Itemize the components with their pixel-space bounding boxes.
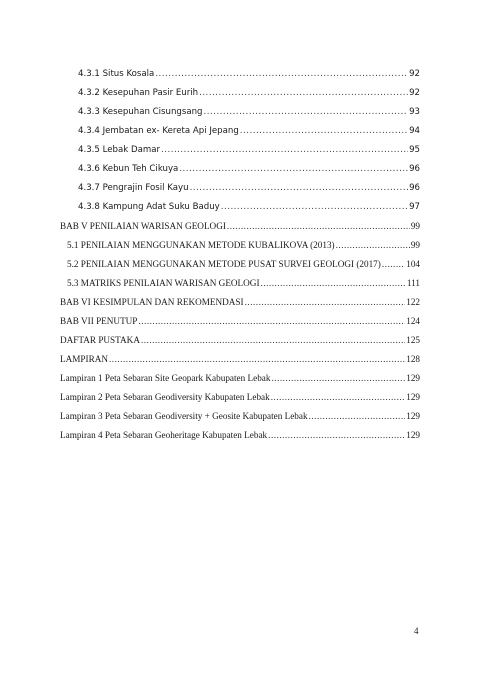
toc-entry-page: 96 [409, 164, 420, 174]
toc-entry[interactable] [78, 85, 420, 101]
toc-dot-leader [179, 161, 408, 177]
toc-dot-leader [199, 85, 408, 101]
toc-entry-page: 97 [409, 202, 420, 212]
toc-section-entry[interactable] [67, 256, 420, 272]
toc-dot-leader [109, 351, 405, 367]
toc-dot-leader [227, 218, 410, 234]
toc-entry-page: 92 [409, 88, 420, 98]
toc-entry-label: Lampiran 3 Peta Sebaran Geodiversity + Geosite Kabupaten Lebak [60, 411, 308, 421]
toc-entry-page: 96 [409, 183, 420, 193]
toc-appendix-entry[interactable] [60, 370, 420, 386]
toc-dot-leader [268, 427, 405, 443]
toc-entry-label: 4.3.4 Jembatan ex- Kereta Api Jepang [78, 126, 239, 136]
toc-dot-leader [309, 408, 406, 424]
toc-dot-leader [141, 332, 405, 348]
toc-dot-leader [382, 256, 405, 272]
toc-dot-leader [138, 313, 405, 329]
toc-entry-page: 129 [406, 392, 420, 402]
toc-entry-label: LAMPIRAN [60, 354, 108, 364]
toc-appendix-entry[interactable] [60, 408, 420, 424]
toc-appendix-entry[interactable] [60, 427, 420, 443]
toc-entry-label: 5.2 PENILAIAN MENGGUNAKAN METODE PUSAT SURVEI GEOLOGI (2017) [67, 259, 381, 269]
toc-dot-leader [261, 275, 406, 291]
toc-entry-page: 95 [409, 145, 420, 155]
toc-entry[interactable] [78, 104, 420, 120]
toc-entry-label: BAB VII PENUTUP [60, 316, 138, 326]
toc-chapter-entry[interactable] [60, 351, 420, 367]
toc-entry-label: 4.3.6 Kebun Teh Cikuya [78, 164, 179, 174]
toc-entry-page: 94 [409, 126, 420, 136]
toc-entry[interactable] [78, 66, 420, 82]
toc-entry-label: Lampiran 1 Peta Sebaran Site Geopark Kabupaten Lebak [60, 373, 271, 383]
toc-entry-page: 129 [406, 411, 420, 421]
toc-section-entry[interactable] [67, 275, 420, 291]
toc-entry-label: DAFTAR PUSTAKA [60, 335, 140, 345]
toc-entry-label: BAB VI KESIMPULAN DAN REKOMENDASI [60, 297, 244, 307]
toc-entry[interactable] [78, 199, 420, 215]
toc-entry-page: 92 [409, 69, 420, 79]
toc-dot-leader [245, 294, 406, 310]
toc-section-entry[interactable] [67, 237, 420, 253]
toc-chapter-entry[interactable] [60, 294, 420, 310]
toc-entry-label: 4.3.7 Pengrajin Fosil Kayu [78, 183, 189, 193]
toc-entry-page: 129 [406, 373, 420, 383]
toc-entry[interactable] [78, 123, 420, 139]
page-number: 4 [414, 626, 419, 636]
toc-entry-label: 4.3.5 Lebak Damar [78, 145, 161, 155]
toc-chapter-entry[interactable] [60, 313, 420, 329]
toc-dot-leader [271, 389, 406, 405]
toc-entry-label: Lampiran 4 Peta Sebaran Geoheritage Kabupaten Lebak [60, 430, 268, 440]
toc-dot-leader [221, 199, 408, 215]
toc-entry-label: Lampiran 2 Peta Sebaran Geodiversity Kabupaten Lebak [60, 392, 270, 402]
toc-entry-label: 4.3.2 Kesepuhan Pasir Eurih [78, 88, 199, 98]
toc-appendix-entry[interactable] [60, 389, 420, 405]
toc-entry-page: 129 [406, 430, 420, 440]
toc-entry-label: BAB V PENILAIAN WARISAN GEOLOGI [60, 221, 226, 231]
toc-dot-leader [204, 104, 409, 120]
toc-entry-page: 111 [406, 278, 420, 288]
toc-entry-page: 128 [406, 354, 420, 364]
toc-entry-page: 93 [409, 107, 420, 117]
toc-dot-leader [190, 180, 408, 196]
toc-chapter-entry[interactable] [60, 218, 420, 234]
toc-entry[interactable] [78, 161, 420, 177]
toc-chapter-entry[interactable] [60, 332, 420, 348]
toc-entry-label: 4.3.1 Situs Kosala [78, 69, 155, 79]
toc-entry[interactable] [78, 180, 420, 196]
toc-entry-page: 99 [410, 240, 420, 250]
toc-entry-page: 104 [406, 259, 420, 269]
toc-entry-label: 5.3 MATRIKS PENILAIAN WARISAN GEOLOGI [67, 278, 260, 288]
toc-entry-label: 5.1 PENILAIAN MENGGUNAKAN METODE KUBALIKOVA (2013) [67, 240, 335, 250]
toc-dot-leader [336, 237, 410, 253]
toc-entry-label: 4.3.3 Kesepuhan Cisungsang [78, 107, 203, 117]
toc-dot-leader [271, 370, 405, 386]
toc-entry[interactable] [78, 142, 420, 158]
toc-entry-page: 125 [406, 335, 420, 345]
toc-entry-page: 124 [406, 316, 420, 326]
toc-dot-leader [155, 66, 408, 82]
toc-entry-page: 99 [410, 221, 420, 231]
toc-entry-label: 4.3.8 Kampung Adat Suku Baduy [78, 202, 220, 212]
toc-entry-page: 122 [406, 297, 420, 307]
toc-dot-leader [161, 142, 408, 158]
toc-dot-leader [240, 123, 408, 139]
